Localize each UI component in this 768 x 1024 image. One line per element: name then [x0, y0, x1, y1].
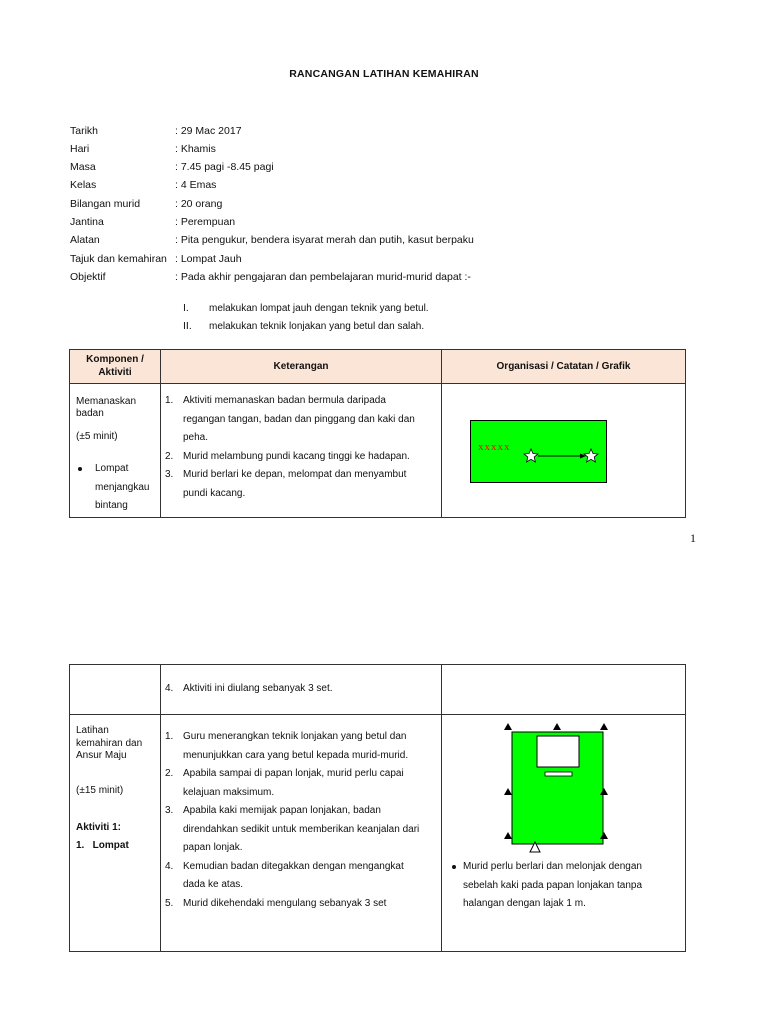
step-item: [165, 448, 440, 467]
activity-heading: Aktiviti 1:: [76, 822, 122, 833]
component-time: (±15 minit): [76, 785, 124, 796]
info-value: : 4 Emas: [175, 179, 217, 191]
warmup-steps: [165, 392, 440, 503]
component-line: Latihan: [76, 725, 109, 736]
info-label: Tajuk dan kemahiran: [70, 253, 167, 265]
step-number: 5.: [165, 897, 174, 909]
column-divider: [441, 349, 442, 518]
component-line: Memanaskan: [76, 396, 137, 407]
note-line: halangan dengan lajak 1 m.: [463, 898, 586, 909]
step-line: direndahkan sedikit untuk memberikan keanjalan dari: [183, 823, 420, 835]
cone-icon: [504, 788, 512, 795]
objective-text: melakukan lompat jauh dengan teknik yang betul.: [209, 303, 429, 314]
component-line: Ansur Maju: [76, 750, 127, 761]
info-value: : Lompat Jauh: [175, 253, 242, 265]
info-label: Hari: [70, 143, 90, 155]
note-line: Murid perlu berlari dan melonjak dengan: [463, 861, 642, 872]
info-value: : 20 orang: [175, 198, 223, 210]
step-item: [165, 895, 440, 914]
info-label: Jantina: [70, 216, 104, 228]
step-line: Murid dikehendaki mengulang sebanyak 3 set: [183, 897, 387, 909]
component-time: (±5 minit): [76, 431, 118, 442]
step-line: Murid melambung pundi kacang tinggi ke hadapan.: [183, 450, 410, 462]
column-divider: [160, 664, 161, 952]
step-number: 4.: [165, 860, 174, 872]
step-item: [165, 466, 440, 503]
step-text: Aktiviti ini diulang sebanyak 3 set.: [183, 683, 333, 694]
step-line: Apabila kaki memijak papan lonjakan, badan: [183, 805, 381, 816]
column-divider: [160, 349, 161, 518]
step-line: Guru menerangkan teknik lonjakan yang betul dan: [183, 731, 407, 742]
info-label: Kelas: [70, 179, 97, 191]
landing-pit: [537, 736, 579, 767]
component-name: [76, 725, 142, 763]
step-line: regangan tangan, badan dan pinggang dan kaki dan: [183, 413, 415, 425]
step-line: peha.: [183, 432, 209, 443]
info-value: : Pita pengukur, bendera isyarat merah dan putih, kasut berpaku: [175, 234, 474, 246]
step-item: [165, 765, 440, 802]
step-item: [165, 858, 440, 895]
activity-subheading: 1. Lompat: [76, 840, 129, 851]
step-line: dada ke atas.: [183, 879, 244, 890]
runway-diagram: [500, 722, 614, 856]
bullet-icon: [78, 467, 82, 471]
step-line: pundi kacang.: [183, 487, 246, 499]
takeoff-board: [545, 772, 572, 776]
step-line: Aktiviti memanaskan badan bermula daripada: [183, 395, 386, 406]
continued-step: [165, 683, 333, 694]
warmup-field-diagram: [470, 420, 608, 484]
bullet-icon: [452, 865, 456, 869]
info-label: Alatan: [70, 234, 100, 246]
objective-text: melakukan teknik lonjakan yang betul dan salah.: [209, 321, 425, 332]
diagram-note: [463, 858, 642, 914]
column-divider: [441, 664, 442, 952]
activity-line: Lompat: [95, 463, 129, 474]
step-line: menunjukkan cara yang betul kepada murid-murid.: [183, 749, 409, 761]
step-line: papan lonjak.: [183, 842, 243, 853]
step-line: kelajuan maksimum.: [183, 786, 275, 798]
info-label: Tarikh: [70, 125, 99, 137]
component-line: badan: [76, 408, 104, 419]
step-item: [165, 728, 440, 765]
cone-icon: [553, 723, 561, 730]
student-marks: xxxxx: [478, 441, 511, 453]
cone-icon: [504, 723, 512, 730]
header-organisasi: Organisasi / Catatan / Grafik: [496, 361, 631, 372]
component-activity: [95, 460, 149, 516]
step-number: 3.: [165, 469, 174, 480]
info-value: : Perempuan: [175, 216, 236, 228]
step-item: [165, 392, 440, 448]
cone-icon: [600, 723, 608, 730]
header-divider: [69, 383, 686, 384]
cone-icon: [504, 832, 512, 839]
component-name: [76, 396, 136, 420]
info-label: Masa: [70, 161, 96, 173]
page-number: 1: [690, 531, 696, 545]
skill-steps: [165, 728, 440, 913]
objective-number: I.: [183, 302, 189, 314]
activity-line: bintang: [95, 500, 128, 511]
objective-number: II.: [183, 320, 192, 332]
step-number: 3.: [165, 805, 174, 816]
step-number: 2.: [165, 450, 174, 462]
info-value: : Pada akhir pengajaran dan pembelajaran murid-murid dapat :-: [175, 271, 471, 283]
step-line: Murid berlari ke depan, melompat dan menyambut: [183, 469, 407, 480]
note-line: sebelah kaki pada papan lonjakan tanpa: [463, 879, 643, 891]
step-item: [165, 802, 440, 858]
component-line: kemahiran dan: [76, 737, 143, 749]
step-number: 1.: [165, 731, 174, 742]
step-number: 1.: [165, 395, 174, 406]
step-line: Kemudian badan ditegakkan dengan mengangkat: [183, 860, 404, 872]
activity-line: menjangkau: [95, 481, 150, 493]
step-line: Apabila sampai di papan lonjak, murid perlu capai: [183, 768, 404, 779]
info-label: Bilangan murid: [70, 198, 141, 210]
header-keterangan: Keterangan: [273, 361, 329, 372]
row-divider: [69, 714, 686, 715]
info-value: : 7.45 pagi -8.45 pagi: [175, 161, 274, 173]
info-value: : 29 Mac 2017: [175, 125, 242, 137]
info-value: : Khamis: [175, 143, 216, 155]
document-title: RANCANGAN LATIHAN KEMAHIRAN: [289, 68, 479, 80]
info-label: Objektif: [70, 271, 106, 283]
header-komponen: Komponen / Aktiviti: [86, 354, 144, 378]
step-number: 2.: [165, 768, 174, 779]
step-number: 4.: [165, 683, 174, 694]
